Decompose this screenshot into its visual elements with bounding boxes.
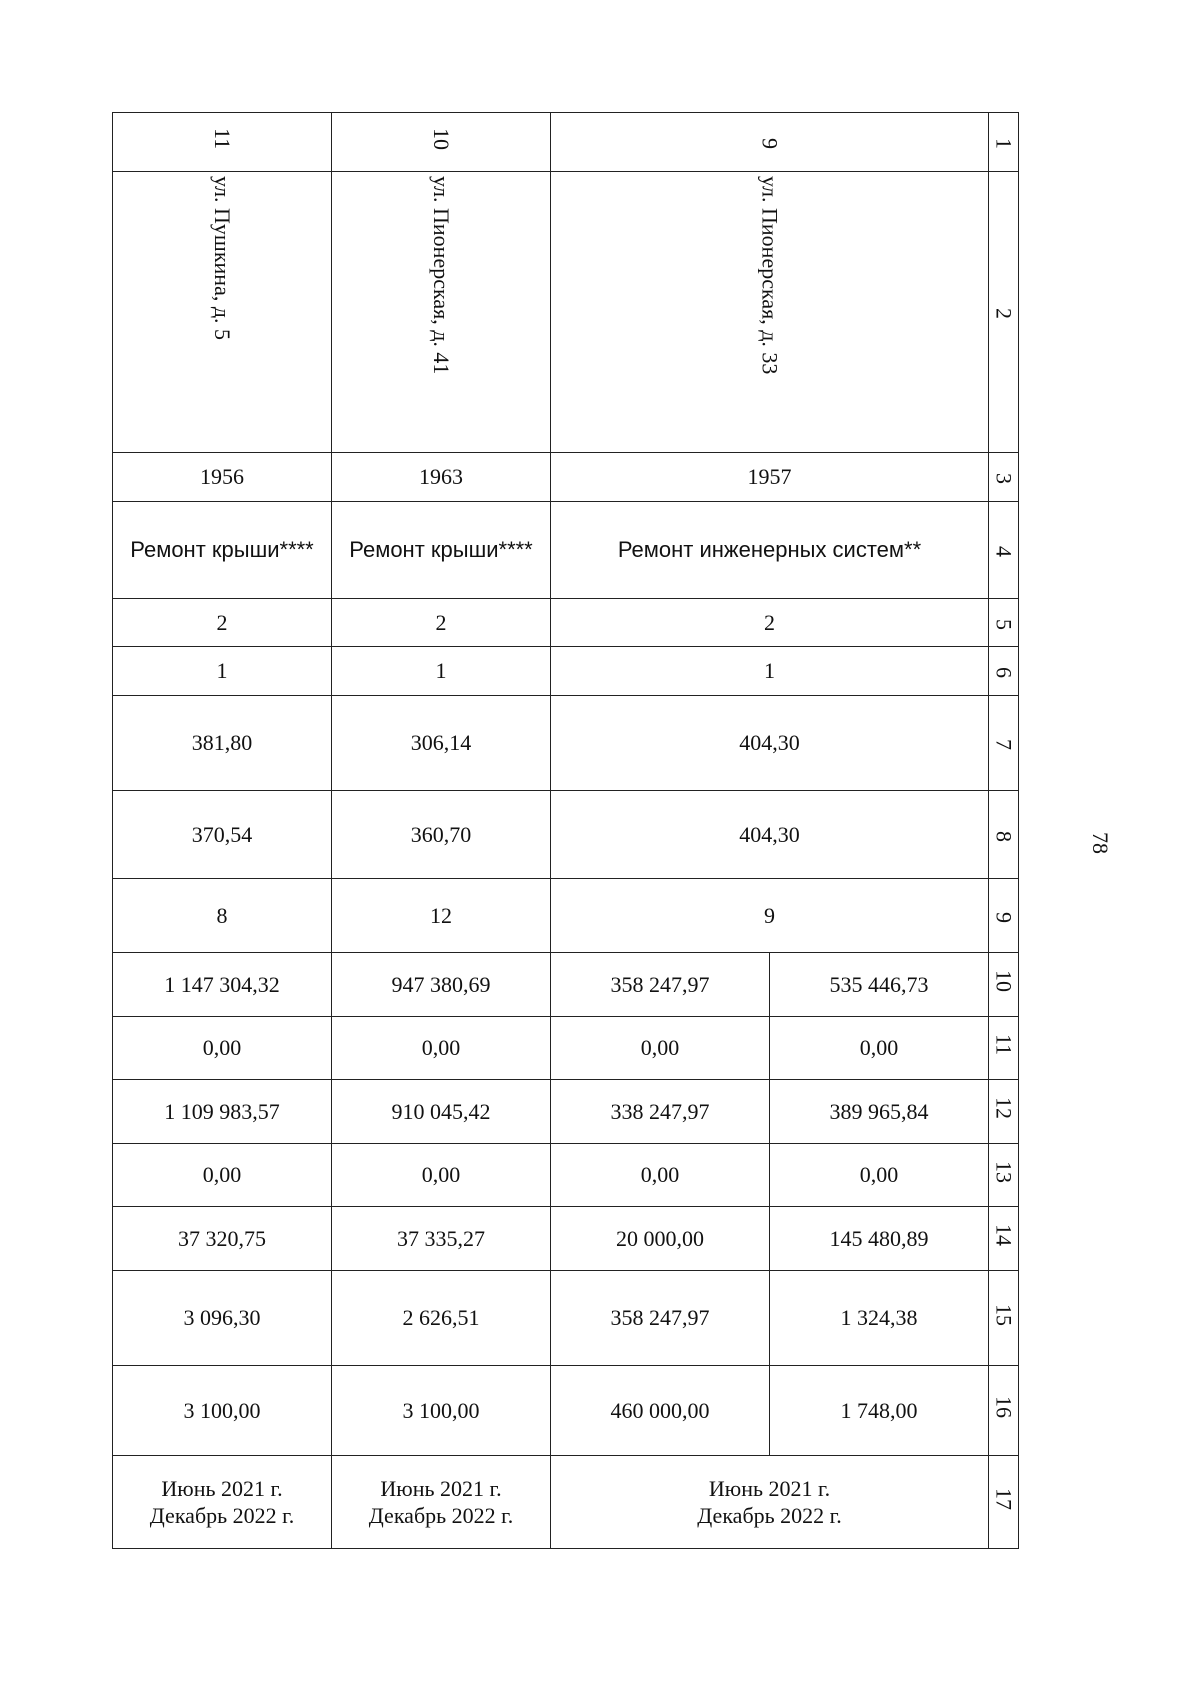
end-date: Декабрь 2022 г. [368, 1503, 514, 1528]
table-cell: 389 965,84 [770, 1080, 989, 1144]
table-cell [332, 172, 551, 453]
work-type: Ремонт крыши**** [332, 502, 551, 599]
table-cell: 0,00 [113, 1144, 332, 1207]
table-cell: 0,00 [113, 1017, 332, 1080]
table-cell: 9 [551, 879, 989, 953]
table-row [113, 599, 1019, 647]
table-cell: 370,54 [113, 791, 332, 879]
row-number: 11 [209, 128, 235, 150]
column-number: 13 [989, 1144, 1019, 1207]
table-cell: 2 [551, 599, 989, 647]
table-cell: 3 096,30 [113, 1271, 332, 1366]
column-number: 6 [989, 647, 1019, 696]
table-row [113, 1456, 1019, 1549]
table-cell [551, 113, 989, 172]
table-cell: 0,00 [332, 1144, 551, 1207]
table-row [113, 791, 1019, 879]
table-cell: 8 [113, 879, 332, 953]
table-cell: 1 [332, 647, 551, 696]
date-cell [551, 1456, 989, 1549]
table-cell: 1 [551, 647, 989, 696]
year: 1956 [113, 453, 332, 502]
table-cell: 3 100,00 [113, 1366, 332, 1456]
row-number: 10 [428, 127, 454, 150]
table-cell: 12 [332, 879, 551, 953]
table-row [113, 1144, 1019, 1207]
table-cell: 37 320,75 [113, 1207, 332, 1271]
table-cell: 2 [332, 599, 551, 647]
column-number: 1 [989, 113, 1019, 172]
table-row [113, 172, 1019, 453]
table-row [113, 1366, 1019, 1456]
table-cell: 0,00 [770, 1144, 989, 1207]
table-cell: 460 000,00 [551, 1366, 770, 1456]
work-type: Ремонт инженерных систем** [551, 502, 989, 599]
column-number: 2 [989, 172, 1019, 453]
table-row [113, 696, 1019, 791]
work-type: Ремонт крыши**** [113, 502, 332, 599]
table-row [113, 502, 1019, 599]
table-cell: 1 748,00 [770, 1366, 989, 1456]
table-cell: 1 324,38 [770, 1271, 989, 1366]
column-number: 11 [989, 1017, 1019, 1080]
table-row [113, 953, 1019, 1017]
column-number: 17 [989, 1456, 1019, 1549]
address: ул. Пионерская, д. 41 [428, 176, 454, 375]
table-cell: 2 626,51 [332, 1271, 551, 1366]
date-cell [332, 1456, 551, 1549]
date-cell [113, 1456, 332, 1549]
table-row [113, 1207, 1019, 1271]
table-row [113, 1080, 1019, 1144]
table-cell: 0,00 [770, 1017, 989, 1080]
table-cell: 404,30 [551, 791, 989, 879]
table-cell: 358 247,97 [551, 1271, 770, 1366]
table-cell: 910 045,42 [332, 1080, 551, 1144]
column-number: 10 [989, 953, 1019, 1017]
table-cell: 358 247,97 [551, 953, 770, 1017]
table-cell: 1 [113, 647, 332, 696]
column-number: 16 [989, 1366, 1019, 1456]
column-number: 7 [989, 696, 1019, 791]
table-cell: 535 446,73 [770, 953, 989, 1017]
table-cell: 947 380,69 [332, 953, 551, 1017]
table-row [113, 453, 1019, 502]
column-number: 4 [989, 502, 1019, 599]
table-cell [332, 113, 551, 172]
row-number: 9 [757, 138, 783, 150]
table-cell [113, 172, 332, 453]
table-cell: 404,30 [551, 696, 989, 791]
start-date: Июнь 2021 г. [380, 1475, 502, 1501]
column-number: 9 [989, 879, 1019, 953]
address: ул. Пушкина, д. 5 [209, 176, 235, 341]
table-cell: 0,00 [551, 1144, 770, 1207]
column-number: 14 [989, 1207, 1019, 1271]
table-cell: 381,80 [113, 696, 332, 791]
table-cell: 2 [113, 599, 332, 647]
end-date: Декабрь 2022 г. [149, 1503, 295, 1528]
end-date: Декабрь 2022 г. [697, 1503, 842, 1528]
table-row [113, 1271, 1019, 1366]
table-row [113, 879, 1019, 953]
table-cell: 145 480,89 [770, 1207, 989, 1271]
table-cell: 0,00 [332, 1017, 551, 1080]
table-cell: 0,00 [551, 1017, 770, 1080]
table-cell: 1 109 983,57 [113, 1080, 332, 1144]
year: 1963 [332, 453, 551, 502]
table-cell: 1 147 304,32 [113, 953, 332, 1017]
table-cell: 338 247,97 [551, 1080, 770, 1144]
table-cell [113, 113, 332, 172]
table-row [113, 647, 1019, 696]
column-number: 3 [989, 453, 1019, 502]
table-cell: 360,70 [332, 791, 551, 879]
table-cell: 20 000,00 [551, 1207, 770, 1271]
column-number: 12 [989, 1080, 1019, 1144]
year: 1957 [551, 453, 989, 502]
column-number: 8 [989, 791, 1019, 879]
address: ул. Пионерская, д. 33 [757, 176, 783, 375]
page-number: 78 [1088, 832, 1113, 854]
column-number: 15 [989, 1271, 1019, 1366]
table-row [113, 1017, 1019, 1080]
table-cell: 306,14 [332, 696, 551, 791]
repair-table [112, 112, 1019, 1549]
start-date: Июнь 2021 г. [161, 1475, 283, 1501]
start-date: Июнь 2021 г. [708, 1475, 831, 1501]
column-number: 5 [989, 599, 1019, 647]
table-row [113, 113, 1019, 172]
table-cell: 37 335,27 [332, 1207, 551, 1271]
table-cell: 3 100,00 [332, 1366, 551, 1456]
table-cell [551, 172, 989, 453]
